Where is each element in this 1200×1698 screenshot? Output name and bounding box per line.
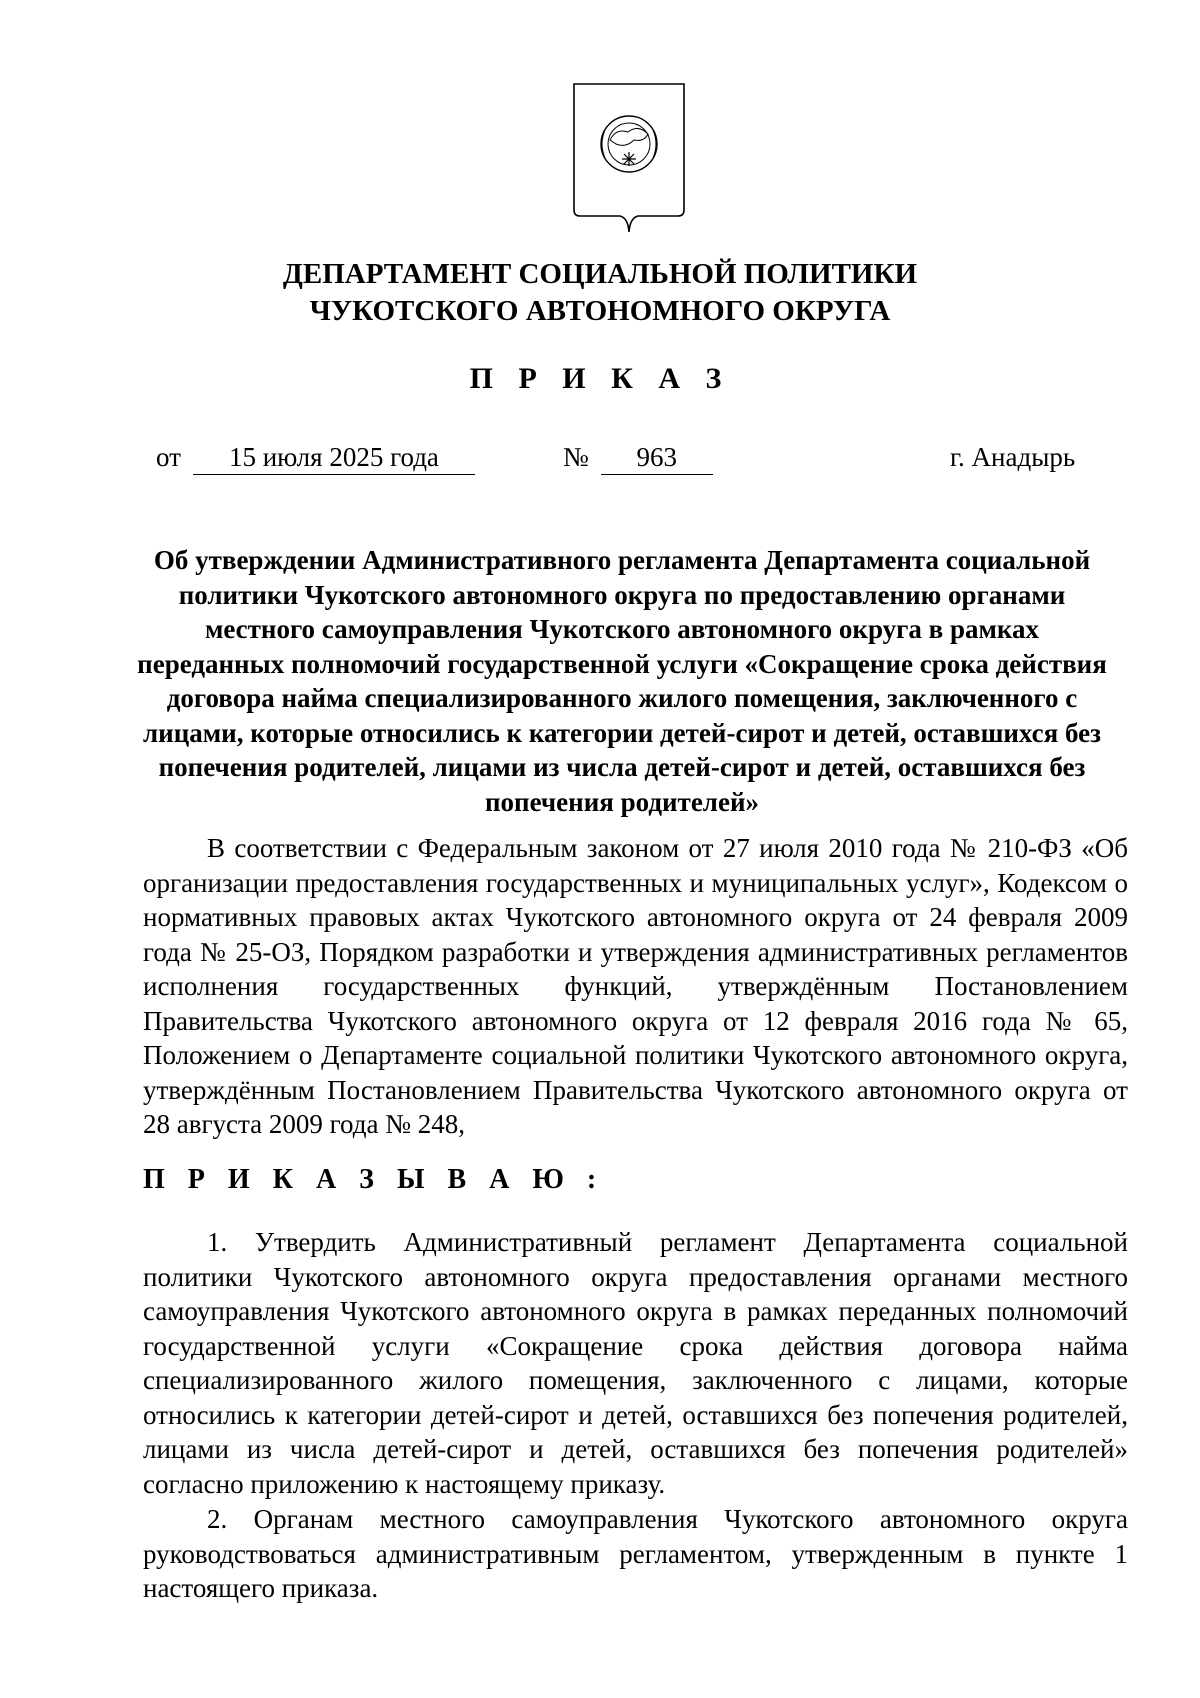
order-number-field xyxy=(563,440,713,475)
department-name-line1: ДЕПАРТАМЕНТ СОЦИАЛЬНОЙ ПОЛИТИКИ xyxy=(282,258,918,290)
number-label: № xyxy=(563,442,589,472)
orders-heading: П Р И К А З Ы В А Ю : xyxy=(143,1164,605,1195)
order-subject: Об утверждении Административного регламента Департамента социальной политики Чукотского автономного округа по предоставлению органами местного самоуправления Чукотского автономного округа в рамках переданных полномочий государственной услуги «Сокращение срока действия договора найма специализированного жилого помещения, заключенного с лицами, которые относились к категории детей-сирот и детей, оставшихся без попечения родителей, лицами из числа детей-сирот и детей, оставшихся без попечения родителей» xyxy=(137,545,1107,817)
chukotka-coat-of-arms-icon xyxy=(572,82,686,234)
order-point-1: 1. Утвердить Административный регламент Департамента социальной политики Чукотского автономного округа предоставления органами местного самоуправления Чукотского автономного округа в рамках переданных полномочий государственной услуги «Сокращение срока действия договора найма специализированного жилого помещения, заключенного с лицами, которые относились к категории детей-сирот и детей, оставшихся без попечения родителей, лицами из числа детей-сирот и детей, оставшихся без попечения родителей» согласно приложению к настоящему приказу. xyxy=(143,1227,1128,1499)
order-city: г. Анадырь xyxy=(950,442,1076,472)
preamble-paragraph: В соответствии с Федеральным законом от 27 июля 2010 года № 210-ФЗ «Об организации предоставления государственных и муниципальных услуг», Кодексом о нормативных правовых актах Чукотского автономного округа от 24 февраля 2009 года № 25-ОЗ, Порядком разработки и утверждения административных регламентов исполнения государственных функций, утверждённым Постановлением Правительства Чукотского автономного округа от 12 февраля 2016 года № 65, Положением о Департаменте социальной политики Чукотского автономного округа, утверждённым Постановлением Правительства Чукотского автономного округа от 28 августа 2009 года № 248, xyxy=(143,833,1128,1139)
order-date: 15 июля 2025 года xyxy=(193,440,475,475)
order-date-field xyxy=(156,440,475,475)
department-name xyxy=(0,256,1200,330)
date-label: от xyxy=(156,442,181,472)
order-number: 963 xyxy=(601,440,713,475)
department-name-line2: ЧУКОТСКОГО АВТОНОМНОГО ОКРУГА xyxy=(309,295,891,327)
order-point-2: 2. Органам местного самоуправления Чукотского автономного округа руководствоваться административным регламентом, утвержденным в пункте 1 настоящего приказа. xyxy=(143,1504,1128,1603)
document-type-title: П Р И К А З xyxy=(469,362,731,395)
